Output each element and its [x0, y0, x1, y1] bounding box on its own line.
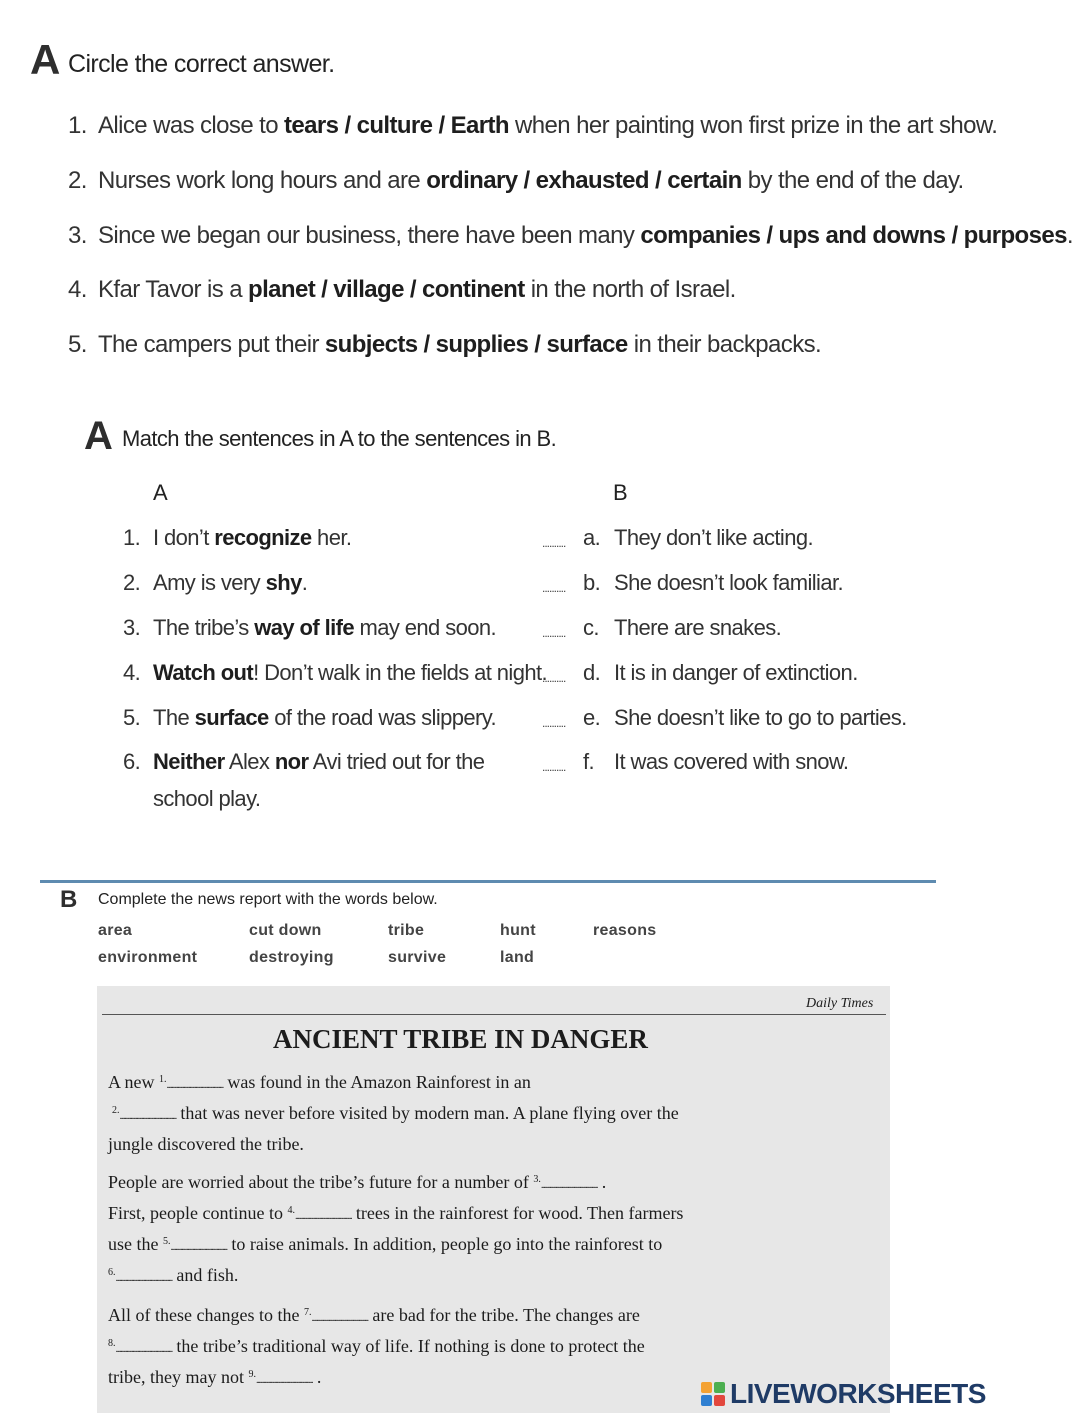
question-text: in their backpacks. — [627, 331, 822, 358]
sentence-text: Amy is very — [153, 570, 266, 595]
question-item — [68, 112, 997, 140]
sentence-text: ! Don’t walk in the fields at night. — [253, 660, 548, 685]
match-answer-blank[interactable]: .......... — [542, 626, 566, 640]
option-text: It is in danger of extinction. — [614, 660, 858, 685]
answer-blank[interactable]: ............................................... — [119, 1111, 176, 1122]
section-letter: A — [84, 414, 113, 458]
item-number: 4. — [123, 660, 141, 685]
answer-blank[interactable]: ............................................... — [255, 1375, 313, 1386]
match-answer-blank[interactable]: .......... — [542, 581, 566, 595]
answer-blank[interactable]: ............................................... — [166, 1080, 223, 1091]
question-item — [68, 331, 821, 359]
sentence-text: I don’t — [153, 525, 215, 550]
answer-blank[interactable]: ............................................... — [115, 1273, 172, 1284]
brand-text: LIVEWORKSHEETS — [730, 1378, 986, 1409]
word-bank-item: tribe — [388, 922, 425, 939]
blank-number: 1. — [159, 1074, 167, 1085]
news-line: use the $^{5.}$............................................... to raise animals. In addition, people go into the rainforest to — [108, 1234, 663, 1254]
word-bank-item: destroying — [249, 949, 334, 966]
news-line: First, people continue to $^{4.}$............................................... trees in the rainforest for wood. Then farmers — [108, 1203, 684, 1223]
match-answer-blank[interactable]: .......... — [542, 716, 566, 730]
option-text: She doesn’t look familiar. — [614, 570, 843, 595]
match-sentence-a — [123, 660, 547, 686]
option-letter: f. — [583, 749, 595, 774]
match-answer-blank[interactable]: .......... — [542, 760, 566, 774]
news-line: tribe, they may not $^{9.}$............................................... . — [108, 1367, 322, 1387]
question-item — [68, 222, 1073, 250]
question-text: Since we began our business, there have been many — [98, 222, 641, 249]
vocab-word: Watch out — [153, 660, 254, 685]
item-number: 5. — [123, 705, 141, 730]
column-a-header: A — [153, 480, 168, 505]
match-answer-blank[interactable]: .......... — [542, 536, 566, 550]
blank-number: 3. — [533, 1174, 541, 1185]
option-letter: c. — [583, 615, 599, 640]
option-text: They don’t like acting. — [614, 525, 813, 550]
masthead: Daily Times — [806, 996, 874, 1011]
answer-blank[interactable]: ............................................... — [170, 1242, 227, 1253]
news-line: $^{6.}$............................................... and fish. — [108, 1265, 239, 1285]
match-sentence-a — [123, 570, 307, 596]
answer-options[interactable]: companies / ups and downs / purposes — [640, 222, 1067, 249]
answer-blank[interactable]: ............................................... — [115, 1344, 172, 1355]
answer-options[interactable]: tears / culture / Earth — [284, 112, 509, 139]
item-number: 3. — [123, 615, 141, 640]
vocab-word: nor — [274, 749, 309, 774]
word-bank-item: hunt — [500, 922, 536, 939]
question-text: The campers put their — [98, 331, 325, 358]
sentence-text: her. — [311, 525, 352, 550]
question-text: in the north of Israel. — [524, 276, 736, 303]
match-sentence-b — [583, 749, 848, 775]
item-number: 1. — [123, 525, 141, 550]
option-letter: d. — [583, 660, 601, 685]
news-line: jungle discovered the tribe. — [108, 1134, 304, 1154]
match-sentence-b — [583, 525, 813, 551]
answer-blank[interactable]: ............................................... — [540, 1180, 598, 1191]
vocab-word: way of life — [254, 615, 354, 640]
sentence-text: may end soon. — [354, 615, 497, 640]
option-text: She doesn’t like to go to parties. — [614, 705, 907, 730]
sentence-text: Alex — [224, 749, 275, 774]
option-text: It was covered with snow. — [614, 749, 849, 774]
blank-number: 4. — [287, 1205, 295, 1216]
blank-number: 2. — [112, 1105, 120, 1116]
sentence-text: The — [153, 705, 195, 730]
match-sentence-a — [123, 749, 484, 775]
match-sentence-b — [583, 705, 907, 731]
match-sentence-b — [583, 615, 781, 641]
headline: ANCIENT TRIBE IN DANGER — [273, 1024, 648, 1054]
section-letter: A — [30, 36, 60, 83]
question-number: 5. — [68, 331, 87, 358]
answer-blank[interactable]: ............................................... — [311, 1313, 368, 1324]
sentence-text: . — [301, 570, 308, 595]
option-letter: a. — [583, 525, 601, 550]
news-line: All of these changes to the $^{7.}$............................................... are bad for the tribe. The changes are — [108, 1305, 640, 1325]
match-sentence-a — [123, 615, 496, 641]
liveworksheets-logo-icon — [700, 1381, 726, 1407]
question-text: Alice was close to — [98, 112, 285, 139]
section-instruction: Circle the correct answer. — [68, 50, 335, 78]
masthead-rule — [102, 1014, 886, 1015]
question-text: . — [1066, 222, 1073, 249]
sentence-text: Avi tried out for the — [308, 749, 485, 774]
news-line: $^{2.}$............................................... that was never before visited by modern man. A plane flying over the — [112, 1103, 679, 1123]
option-letter: b. — [583, 570, 601, 595]
answer-options[interactable]: subjects / supplies / surface — [324, 331, 628, 358]
word-bank-item: land — [500, 949, 535, 966]
vocab-word: recognize — [214, 525, 312, 550]
question-number: 4. — [68, 276, 87, 303]
blank-number: 9. — [248, 1369, 256, 1380]
match-sentence-a — [123, 525, 351, 551]
word-bank-item: cut down — [249, 922, 322, 939]
answer-options[interactable]: planet / village / continent — [248, 276, 525, 303]
sentence-text: The tribe’s — [153, 615, 255, 640]
sentence-text: of the road was slippery. — [268, 705, 497, 730]
word-bank-item: reasons — [593, 922, 657, 939]
section-instruction: Match the sentences in A to the sentences in B. — [122, 426, 557, 451]
question-text: Nurses work long hours and are — [98, 167, 427, 194]
item-number: 6. — [123, 749, 141, 774]
vocab-word: surface — [194, 705, 269, 730]
option-text: There are snakes. — [614, 615, 782, 640]
vocab-word: Neither — [153, 749, 225, 774]
match-answer-blank[interactable]: .......... — [542, 671, 566, 685]
column-b-header: B — [613, 480, 628, 505]
match-sentence-a — [123, 705, 496, 731]
word-bank-item: area — [98, 922, 133, 939]
row-continuation: school play. — [153, 786, 261, 811]
news-line: $^{8.}$............................................... the tribe’s traditional way of life. If nothing is done to protect the — [108, 1336, 645, 1356]
blank-number: 7. — [303, 1307, 312, 1318]
word-bank-item: environment — [98, 949, 198, 966]
question-text: Kfar Tavor is a — [98, 276, 249, 303]
question-text: when her painting won first prize in the art show. — [508, 112, 998, 139]
answer-blank[interactable]: ............................................... — [294, 1211, 352, 1222]
blank-number: 5. — [162, 1236, 171, 1247]
word-bank-item: survive — [388, 949, 447, 966]
question-item — [68, 167, 964, 195]
section-divider — [40, 880, 936, 883]
news-line: A new $^{1.}$............................................... was found in the Amazon Rainforest in an — [108, 1072, 531, 1092]
news-line: People are worried about the tribe’s future for a number of $^{3.}$............................................... . — [108, 1172, 607, 1192]
option-letter: e. — [583, 705, 601, 730]
question-item — [68, 276, 736, 304]
vocab-word: shy — [265, 570, 302, 595]
item-number: 2. — [123, 570, 141, 595]
section-instruction: Complete the news report with the words below. — [98, 891, 438, 908]
blank-number: 6. — [108, 1267, 116, 1278]
question-number: 1. — [68, 112, 87, 139]
answer-options[interactable]: ordinary / exhausted / certain — [426, 167, 742, 194]
match-sentence-b — [583, 570, 843, 596]
section-letter: B — [60, 886, 78, 913]
match-sentence-b — [583, 660, 858, 686]
question-text: by the end of the day. — [741, 167, 964, 194]
blank-number: 8. — [108, 1338, 116, 1349]
question-number: 2. — [68, 167, 87, 194]
question-number: 3. — [68, 222, 87, 249]
